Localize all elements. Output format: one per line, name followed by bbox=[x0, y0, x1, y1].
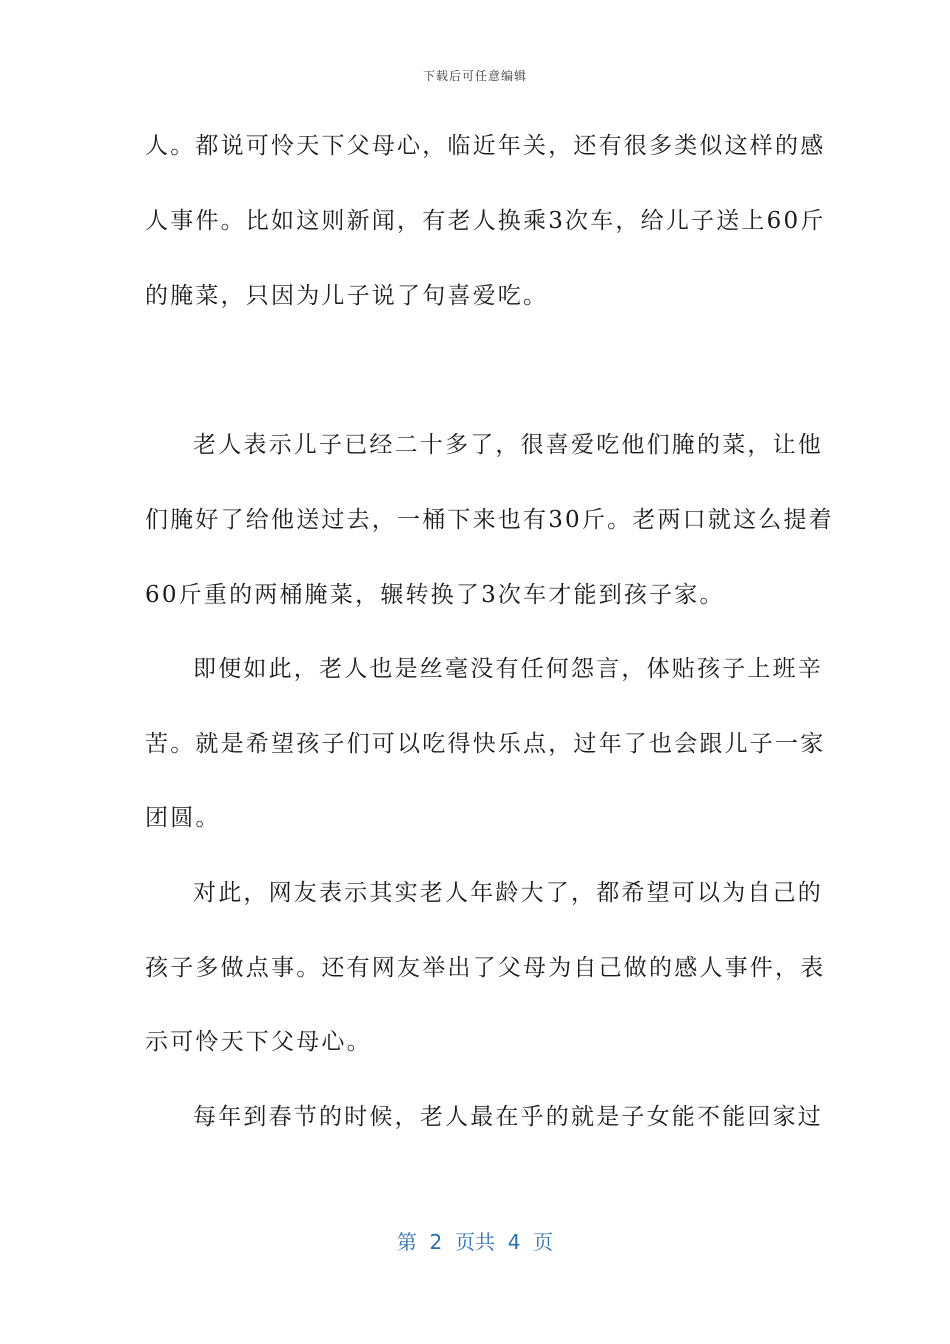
text-line: 团圆。 bbox=[145, 805, 221, 831]
text-line: 即便如此，老人也是丝毫没有任何怨言，体贴孩子上班辛 bbox=[193, 656, 823, 682]
page-header: 下载后可任意编辑 bbox=[422, 69, 527, 83]
text-line: 示可怜天下父母心。 bbox=[145, 1029, 372, 1055]
text-line: 60斤重的两桶腌菜，辗转换了3次车才能到孩子家。 bbox=[145, 582, 725, 608]
text-line: 们腌好了给他送过去，一桶下来也有30斤。老两口就这么提着 bbox=[145, 507, 834, 533]
text-line: 对此，网友表示其实老人年龄大了，都希望可以为自己的 bbox=[193, 880, 823, 906]
text-line: 老人表示儿子已经二十多了，很喜爱吃他们腌的菜，让他 bbox=[193, 432, 823, 458]
text-line: 每年到春节的时候，老人最在乎的就是子女能不能回家过 bbox=[193, 1104, 823, 1130]
text-line: 孩子多做点事。还有网友举出了父母为自己做的感人事件，表 bbox=[145, 955, 826, 981]
text-line: 人。都说可怜天下父母心，临近年关，还有很多类似这样的感 bbox=[145, 133, 826, 159]
text-line: 苦。就是希望孩子们可以吃得快乐点，过年了也会跟儿子一家 bbox=[145, 731, 826, 757]
page-number: 第 2 页共 4 页 bbox=[396, 1230, 554, 1254]
text-line: 的腌菜，只因为儿子说了句喜爱吃。 bbox=[145, 283, 549, 309]
text-line: 人事件。比如这则新闻，有老人换乘3次车，给儿子送上60斤 bbox=[145, 208, 826, 234]
